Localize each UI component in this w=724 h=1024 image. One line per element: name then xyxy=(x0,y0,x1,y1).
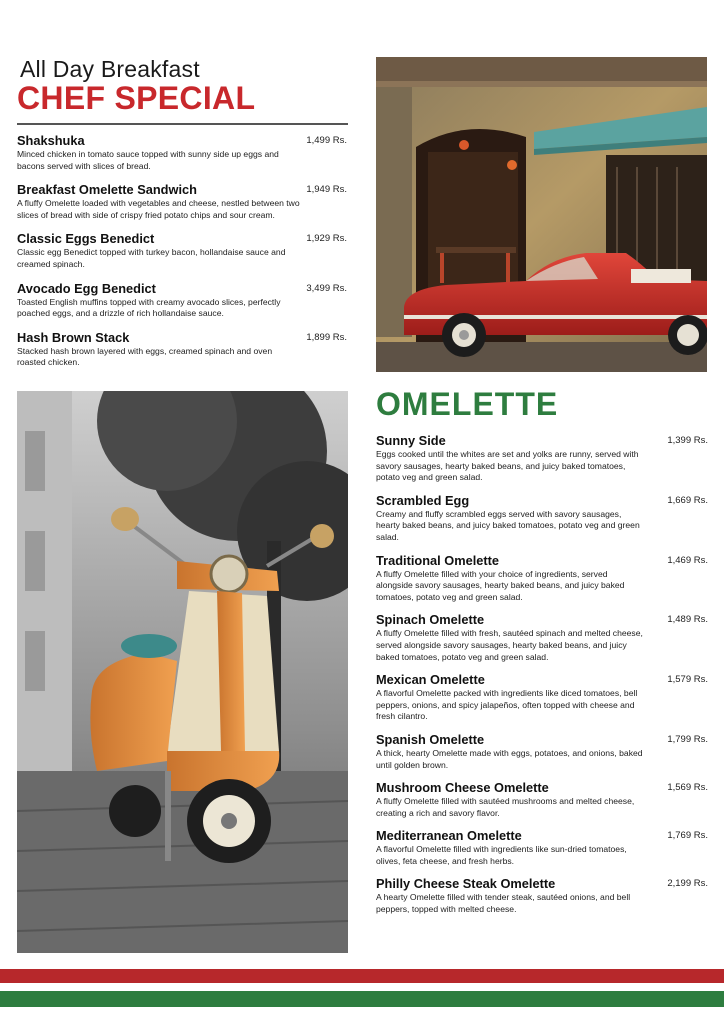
item-price: 1,929 Rs. xyxy=(306,233,347,245)
item-description: A fluffy Omelette filled with fresh, sautéed spinach and melted cheese, served alongside savory sausages, hearty baked beans, and juicy baked tomatoes, potato veg and green salad. xyxy=(376,628,643,662)
green-stripe xyxy=(0,991,724,1007)
item-name: Breakfast Omelette Sandwich xyxy=(17,182,197,198)
menu-item xyxy=(376,433,708,484)
menu-item xyxy=(376,672,708,723)
red-stripe xyxy=(0,969,724,983)
menu-item xyxy=(376,493,708,544)
item-name: Philly Cheese Steak Omelette xyxy=(376,876,556,892)
item-price: 1,579 Rs. xyxy=(667,674,708,686)
item-name: Scrambled Egg xyxy=(376,492,470,508)
white-stripe xyxy=(0,983,724,991)
cafe-car-photo xyxy=(376,57,707,372)
item-name: Shakshuka xyxy=(17,133,85,148)
chef-special-title: CHEF SPECIAL xyxy=(17,80,256,116)
item-description: A thick, hearty Omelette made with eggs, potatoes, and onions, baked until golden brown. xyxy=(376,747,643,770)
item-name: Sunny Side xyxy=(376,433,446,448)
item-name: Mexican Omelette xyxy=(376,672,485,688)
menu-item xyxy=(17,133,347,172)
menu-item xyxy=(376,876,708,915)
item-description: Minced chicken in tomato sauce topped with sunny side up eggs and bacons served with slices of bread. xyxy=(17,149,279,171)
item-name: Mediterranean Omelette xyxy=(376,828,522,844)
item-price: 1,669 Rs. xyxy=(667,494,708,506)
item-price: 1,489 Rs. xyxy=(667,614,708,626)
item-price: 1,499 Rs. xyxy=(306,135,347,146)
item-description: A flavorful Omelette packed with ingredients like diced tomatoes, bell peppers, onions, and spicy jalapeños, often topped with cheese and fresh cilantro. xyxy=(376,688,638,722)
section-kicker: All Day Breakfast xyxy=(20,56,200,82)
omelette-title: OMELETTE xyxy=(376,386,559,422)
item-description: Toasted English muffins topped with creamy avocado slices, perfectly poached eggs, and a drizzle of rich hollandaise sauce. xyxy=(17,296,281,319)
item-description: Creamy and fluffy scrambled eggs served with savory sausages, hearty baked beans, and juicy baked tomatoes, potato veg and green salad. xyxy=(376,508,640,542)
item-price: 1,899 Rs. xyxy=(306,331,347,343)
item-name: Traditional Omelette xyxy=(376,552,500,568)
menu-item xyxy=(376,828,708,867)
menu-item xyxy=(376,553,708,604)
item-description: A hearty Omelette filled with tender steak, sautéed onions, and bell peppers, topped with melted cheese. xyxy=(376,892,631,915)
item-price: 1,569 Rs. xyxy=(667,782,708,794)
item-description: A fluffy Omelette filled with sautéed mushrooms and melted cheese, creating a rich and savory flavor. xyxy=(376,796,635,818)
item-name: Mushroom Cheese Omelette xyxy=(376,780,549,796)
item-description: Classic egg Benedict topped with turkey bacon, hollandaise sauce and creamed spinach. xyxy=(17,247,286,269)
menu-item xyxy=(17,231,347,270)
item-name: Spinach Omelette xyxy=(376,612,485,628)
menu-item xyxy=(376,612,708,663)
item-description: A fluffy Omelette loaded with vegetables and cheese, nestled between two slices of bread with side of crispy fried potato chips and sour cream. xyxy=(17,198,300,220)
divider xyxy=(17,123,348,125)
item-description: Eggs cooked until the whites are set and yolks are runny, served with savory sausages, hearty baked beans, and juicy baked tomatoes, potato veg and green salad. xyxy=(376,449,639,483)
menu-item xyxy=(376,732,708,771)
item-price: 1,399 Rs. xyxy=(667,435,708,446)
item-price: 2,199 Rs. xyxy=(667,878,708,890)
item-description: Stacked hash brown layered with eggs, creamed spinach and oven roasted chicken. xyxy=(17,345,273,368)
item-price: 1,469 Rs. xyxy=(667,554,708,566)
menu-item xyxy=(17,182,347,221)
menu-item xyxy=(17,281,347,320)
item-name: Classic Eggs Benedict xyxy=(17,231,155,247)
chef-special-list xyxy=(17,133,347,379)
menu-item xyxy=(376,780,708,819)
item-price: 1,769 Rs. xyxy=(667,830,708,842)
item-description: A fluffy Omelette filled with your choice of ingredients, served alongside savory sausages, hearty baked beans, and juicy baked tomatoes, potato veg and green salad. xyxy=(376,568,625,602)
item-price: 1,799 Rs. xyxy=(667,733,708,745)
menu-item xyxy=(17,330,347,369)
item-name: Avocado Egg Benedict xyxy=(17,280,156,296)
item-price: 1,949 Rs. xyxy=(306,184,347,196)
item-description: A flavorful Omelette filled with ingredients like sun-dried tomatoes, olives, feta cheese, and fresh herbs. xyxy=(376,844,627,866)
item-price: 3,499 Rs. xyxy=(306,282,347,294)
item-name: Spanish Omelette xyxy=(376,731,485,747)
item-name: Hash Brown Stack xyxy=(17,329,130,345)
scooter-photo xyxy=(17,391,348,953)
omelette-list xyxy=(376,433,708,925)
